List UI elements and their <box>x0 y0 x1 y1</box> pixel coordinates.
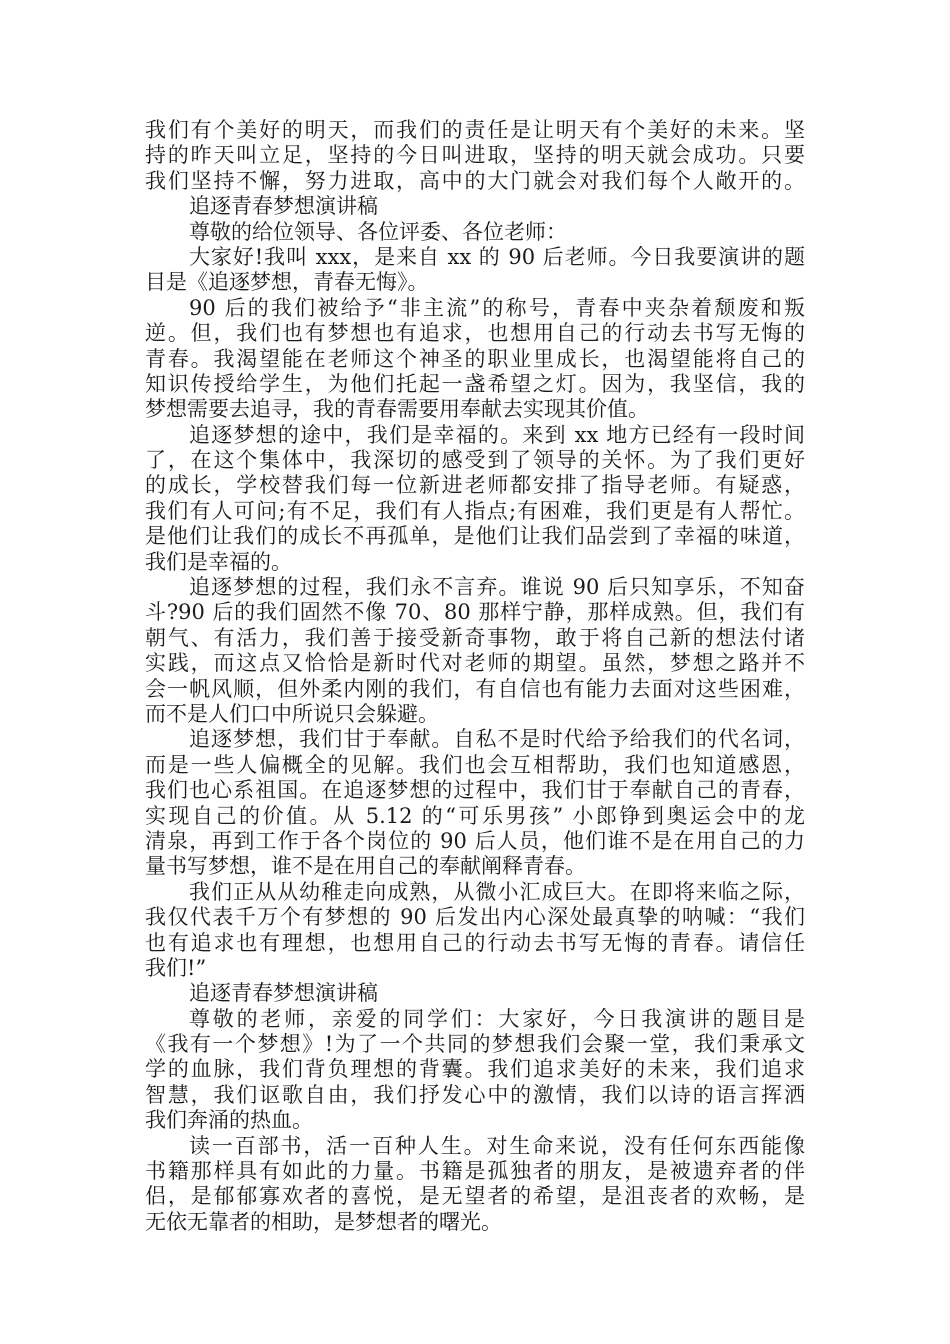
text-line: 我们有人可问;有不足，我们有人指点;有困难，我们更是有人帮忙。 <box>145 498 805 523</box>
section-heading: 追逐青春梦想演讲稿 <box>189 981 378 1006</box>
text-line: 无依无靠者的相助，是梦想者的曙光。 <box>145 1209 502 1234</box>
text-line: 追逐梦想的过程，我们永不言弃。谁说 90 后只知享乐，不知奋 <box>189 575 805 600</box>
text-line: 实践，而这点又恰恰是新时代对老师的期望。虽然，梦想之路并不 <box>145 651 805 676</box>
text-line: 斗?90 后的我们固然不像 70、80 那样宁静，那样成熟。但，我们有 <box>145 600 805 625</box>
text-line: 逆。但，我们也有梦想也有追求，也想用自己的行动去书写无悔的 <box>145 321 805 346</box>
text-line: 我们!” <box>145 955 207 980</box>
text-line: 的成长，学校替我们每一位新进老师都安排了指导老师。有疑惑， <box>145 473 805 498</box>
text-line: 《我有一个梦想》!为了一个共同的梦想我们会聚一堂，我们秉承文 <box>145 1032 805 1057</box>
section-heading: 追逐青春梦想演讲稿 <box>189 194 378 219</box>
text-line: 目是《追逐梦想，青春无悔》。 <box>145 270 429 295</box>
text-line: 我仅代表千万个有梦想的 90 后发出内心深处最真挚的呐喊：“我们 <box>145 905 805 930</box>
text-line: 梦想需要去追寻，我的青春需要用奉献去实现其价值。 <box>145 397 649 422</box>
text-line: 尊敬的老师，亲爱的同学们：大家好，今日我演讲的题目是 <box>189 1006 805 1031</box>
text-line: 知识传授给学生，为他们托起一盏希望之灯。因为，我坚信，我的 <box>145 371 805 396</box>
salutation-line: 尊敬的给位领导、各位评委、各位老师： <box>189 219 567 244</box>
text-line: 而是一些人偏概全的见解。我们也会互相帮助，我们也知道感恩， <box>145 752 805 777</box>
text-line: 侣，是郁郁寡欢者的喜悦，是无望者的希望，是沮丧者的欢畅，是 <box>145 1184 805 1209</box>
text-line: 我们是幸福的。 <box>145 549 292 574</box>
text-line: 而不是人们口中所说只会躲避。 <box>145 701 439 726</box>
text-line: 智慧，我们讴歌自由，我们抒发心中的激情，我们以诗的语言挥洒 <box>145 1082 805 1107</box>
text-line: 学的血脉，我们背负理想的背囊。我们追求美好的未来，我们追求 <box>145 1057 805 1082</box>
text-line: 也有追求也有理想，也想用自己的行动去书写无悔的青春。请信任 <box>145 930 805 955</box>
text-line: 我们有个美好的明天，而我们的责任是让明天有个美好的未来。坚 <box>145 118 805 142</box>
text-line: 了，在这个集体中，我深切的感受到了领导的关怀。为了我们更好 <box>145 448 805 473</box>
text-line: 90 后的我们被给予“非主流”的称号，青春中夹杂着颓废和叛 <box>189 295 805 320</box>
text-line: 清泉，再到工作于各个岗位的 90 后人员，他们谁不是在用自己的力 <box>145 828 805 853</box>
text-line: 实现自己的价值。从 5.12 的“可乐男孩” 小郎铮到奥运会中的龙 <box>145 803 805 828</box>
text-line: 持的昨天叫立足，坚持的今日叫进取，坚持的明天就会成功。只要 <box>145 143 805 168</box>
text-line: 追逐梦想的途中，我们是幸福的。来到 xx 地方已经有一段时间 <box>189 422 805 447</box>
text-line: 青春。我渴望能在老师这个神圣的职业里成长，也渴望能将自己的 <box>145 346 805 371</box>
text-line: 我们也心系祖国。在追逐梦想的过程中，我们甘于奉献自己的青春， <box>145 778 805 803</box>
text-line: 朝气、有活力，我们善于接受新奇事物，敢于将自己新的想法付诸 <box>145 625 805 650</box>
text-line: 我们坚持不懈，努力进取，高中的大门就会对我们每个人敞开的。 <box>145 168 805 193</box>
text-line: 我们正从从幼稚走向成熟，从微小汇成巨大。在即将来临之际， <box>189 879 805 904</box>
text-line: 是他们让我们的成长不再孤单，是他们让我们品尝到了幸福的味道， <box>145 524 805 549</box>
text-line: 读一百部书，活一百种人生。对生命来说，没有任何东西能像 <box>189 1133 805 1158</box>
text-line: 书籍那样具有如此的力量。书籍是孤独者的朋友，是被遗弃者的伴 <box>145 1159 805 1184</box>
text-line: 大家好!我叫 xxx，是来自 xx 的 90 后老师。今日我要演讲的题 <box>189 244 805 269</box>
document-page <box>145 118 805 1235</box>
text-line: 我们奔涌的热血。 <box>145 1108 313 1133</box>
text-line: 量书写梦想，谁不是在用自己的奉献阐释青春。 <box>145 854 586 879</box>
text-line: 会一帆风顺，但外柔内刚的我们，有自信也有能力去面对这些困难， <box>145 676 805 701</box>
text-line: 追逐梦想，我们甘于奉献。自私不是时代给予给我们的代名词， <box>189 727 805 752</box>
